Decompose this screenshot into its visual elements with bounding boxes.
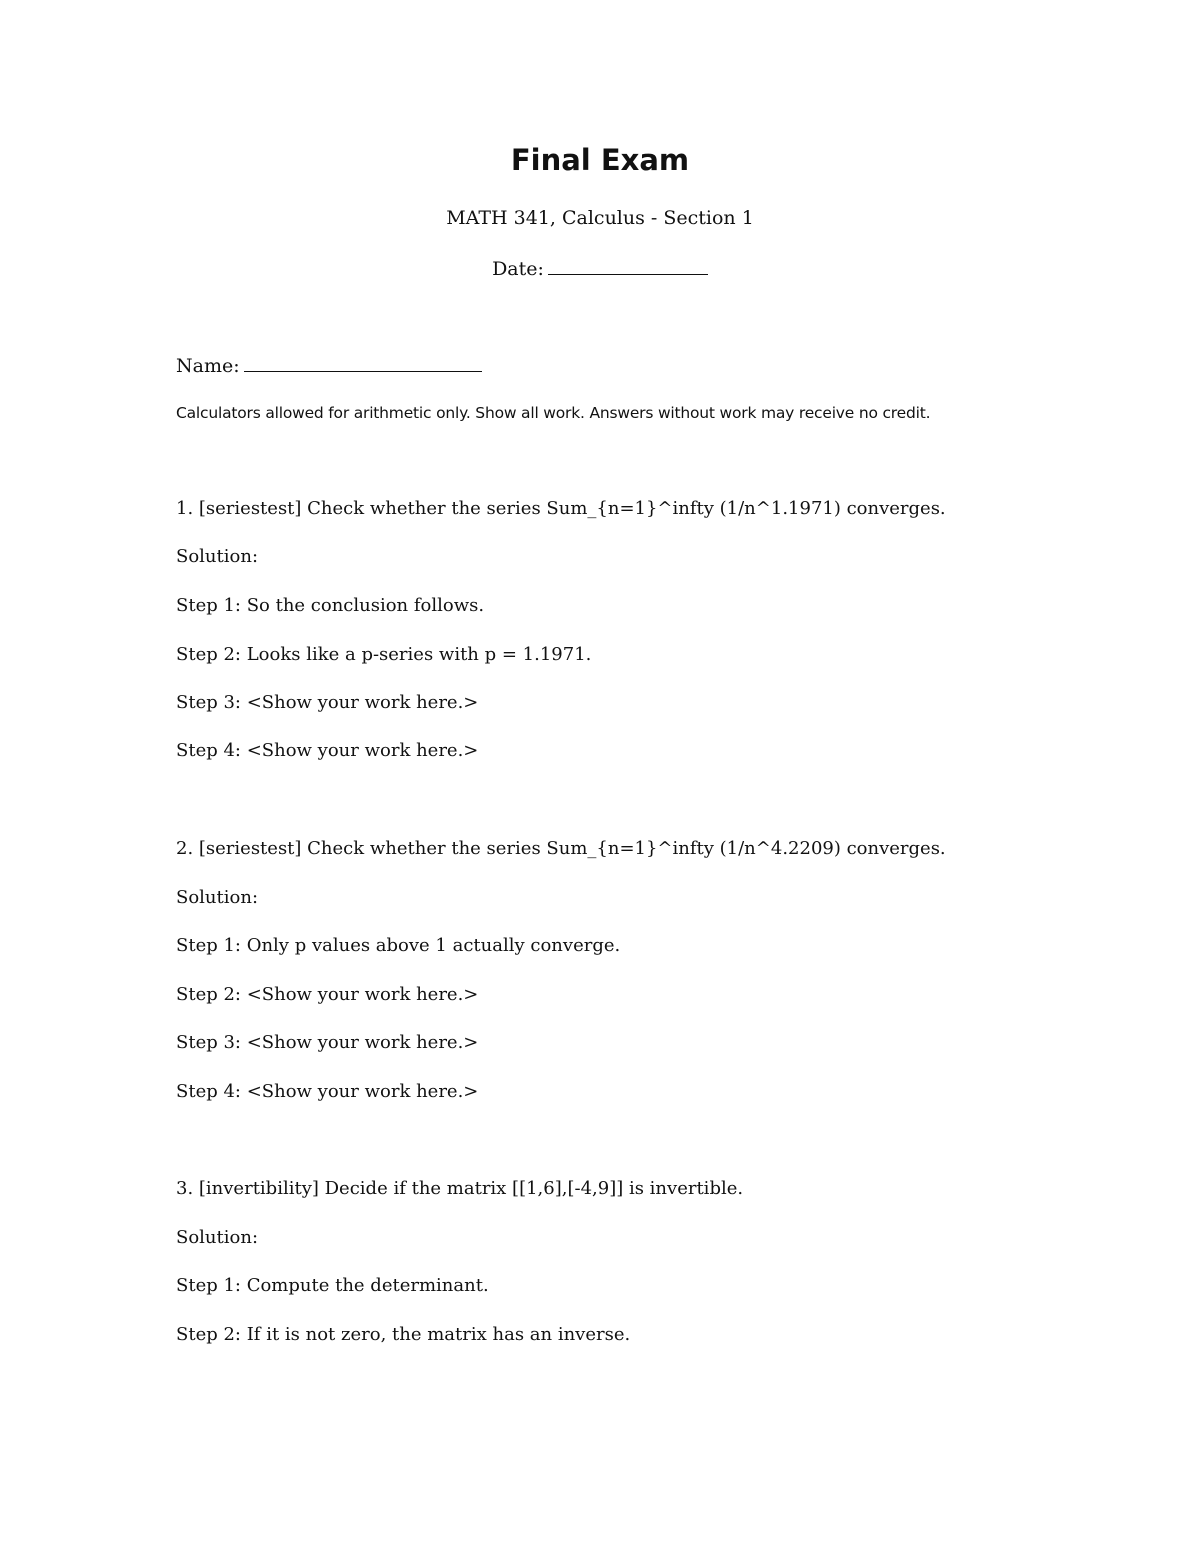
question-2-step-1: Step 1: Only p values above 1 actually converge. <box>176 935 621 956</box>
question-1-step-2: Step 2: Looks like a p-series with p = 1.1971. <box>176 644 592 665</box>
exam-title: Final Exam <box>510 143 690 177</box>
date-blank <box>548 256 708 275</box>
name-blank <box>244 353 482 372</box>
question-1-step-1: Step 1: So the conclusion follows. <box>176 595 485 616</box>
question-2-step-4: Step 4: <Show your work here.> <box>176 1081 479 1102</box>
question-3-step-2: Step 2: If it is not zero, the matrix has an inverse. <box>176 1324 631 1345</box>
question-2-solution-label: Solution: <box>176 887 259 908</box>
question-2-step-2: Step 2: <Show your work here.> <box>176 984 479 1005</box>
question-2-step-3: Step 3: <Show your work here.> <box>176 1032 479 1053</box>
instructions-text: Calculators allowed for arithmetic only. Show all work. Answers without work may receive no credit. <box>176 404 931 422</box>
question-3-prompt: 3. [invertibility] Decide if the matrix [[1,6],[-4,9]] is invertible. <box>176 1178 744 1199</box>
question-1-prompt: 1. [seriestest] Check whether the series Sum_{n=1}^infty (1/n^1.1971) converges. <box>176 498 946 519</box>
question-1-solution-label: Solution: <box>176 546 259 567</box>
question-1-step-3: Step 3: <Show your work here.> <box>176 692 479 713</box>
course-subtitle: MATH 341, Calculus - Section 1 <box>446 207 754 229</box>
date-label: Date: <box>492 258 544 280</box>
question-1-step-4: Step 4: <Show your work here.> <box>176 740 479 761</box>
question-3-step-1: Step 1: Compute the determinant. <box>176 1275 489 1296</box>
question-2-prompt: 2. [seriestest] Check whether the series Sum_{n=1}^infty (1/n^4.2209) converges. <box>176 838 946 859</box>
question-3-solution-label: Solution: <box>176 1227 259 1248</box>
name-line <box>176 353 482 379</box>
date-line <box>0 256 1200 282</box>
name-label: Name: <box>176 355 240 377</box>
